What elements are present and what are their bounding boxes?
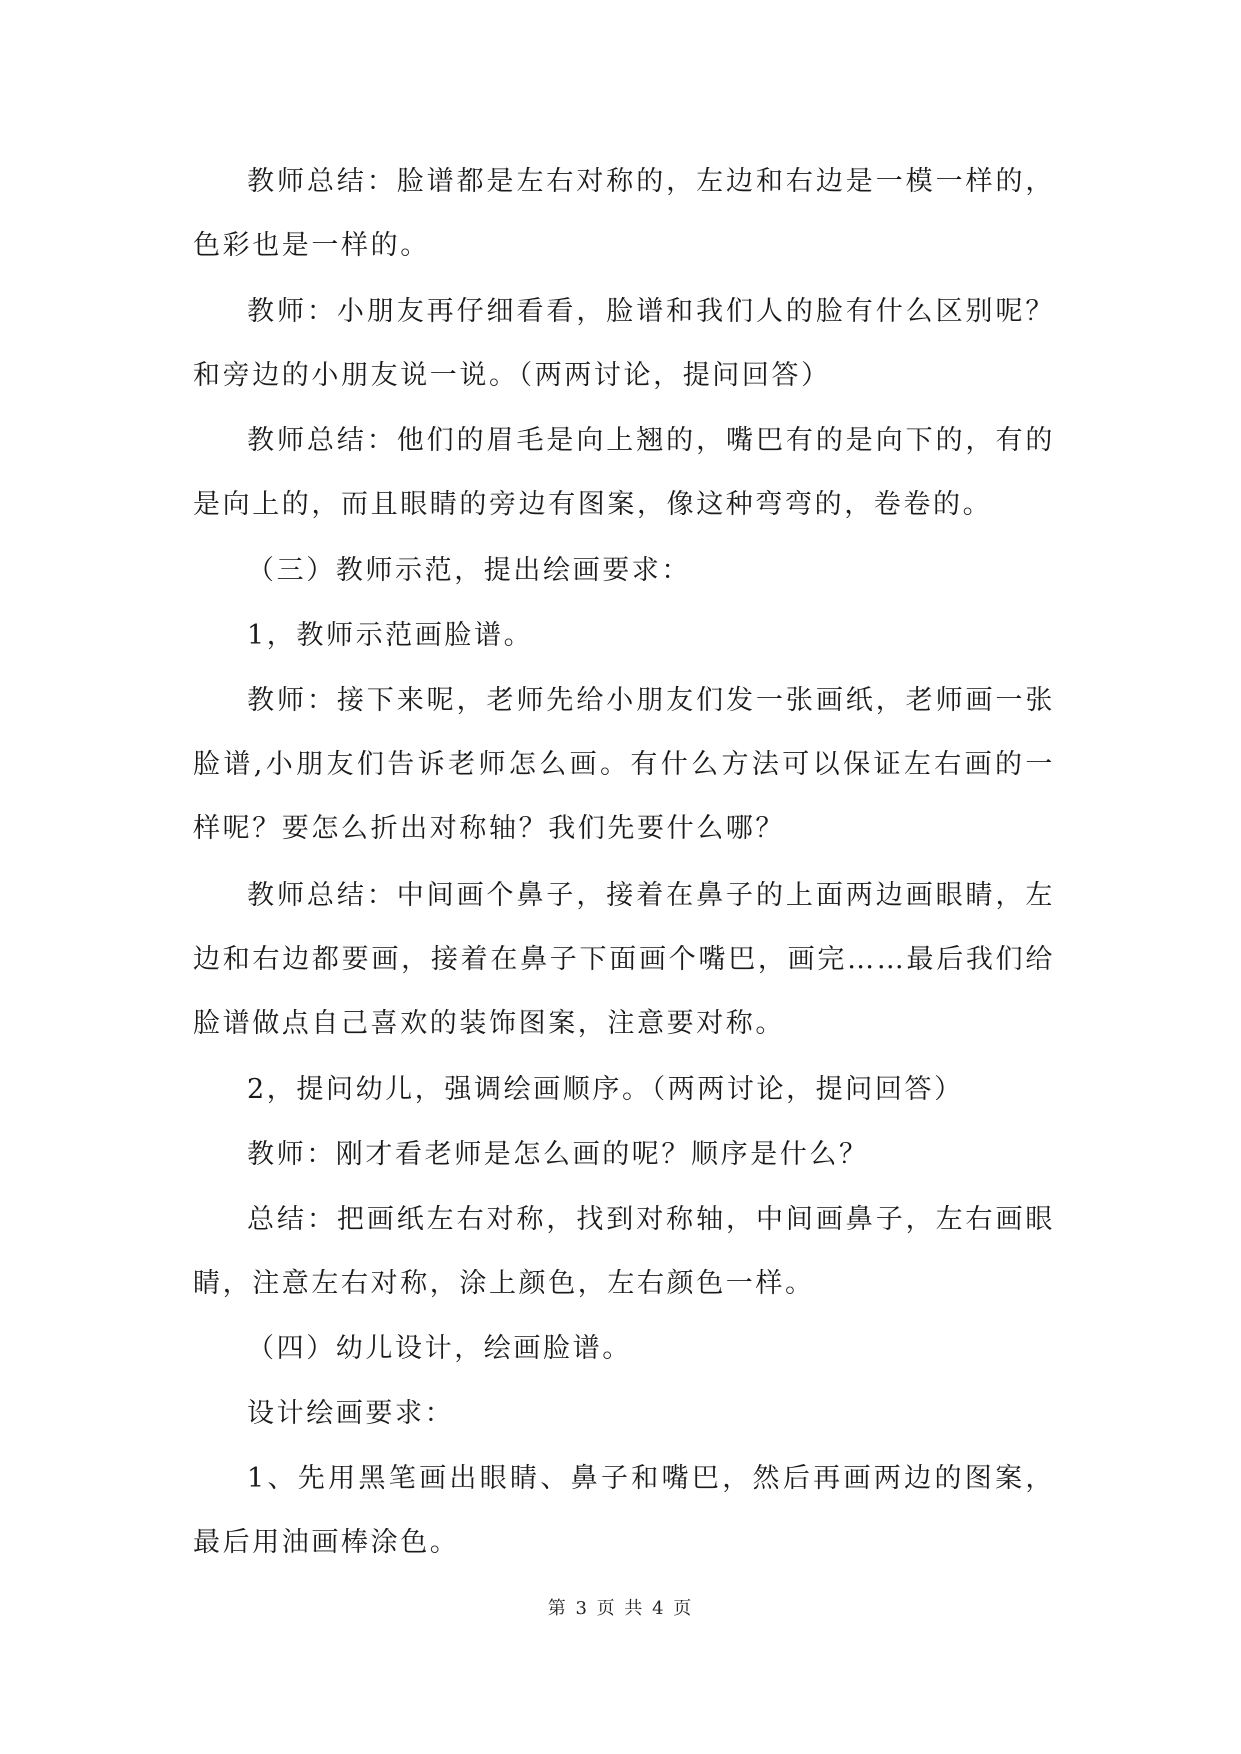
paragraph: 总结：把画纸左右对称，找到对称轴，中间画鼻子，左右画眼睛，注意左右对称，涂上颜色，左右颜色一样。: [193, 1204, 1055, 1299]
paragraph: 教师：接下来呢，老师先给小朋友们发一张画纸，老师画一张脸谱,小朋友们告诉老师怎么画。有什么方法可以保证左右画的一样呢？要怎么折出对称轴？我们先要什么哪？: [193, 685, 1055, 844]
paragraph: 2，提问幼儿，强调绘画顺序。（两两讨论，提问回答）: [247, 1074, 964, 1105]
paragraph: 教师：小朋友再仔细看看，脸谱和我们人的脸有什么区别呢？和旁边的小朋友说一说。（两两讨论，提问回答）: [193, 296, 1055, 391]
section-heading: （四）幼儿设计，绘画脸谱。: [247, 1333, 632, 1364]
paragraph: 设计绘画要求：: [247, 1398, 455, 1429]
paragraph: 教师总结：中间画个鼻子，接着在鼻子的上面两边画眼睛，左边和右边都要画，接着在鼻子下面画个嘴巴，画完……最后我们给脸谱做点自己喜欢的装饰图案，注意要对称。: [193, 880, 1055, 1039]
paragraph: 教师总结：脸谱都是左右对称的，左边和右边是一模一样的，色彩也是一样的。: [193, 166, 1055, 261]
section-heading: （三）教师示范，提出绘画要求：: [247, 555, 691, 586]
paragraph: 教师总结：他们的眉毛是向上翘的，嘴巴有的是向下的，有的是向上的，而且眼睛的旁边有图案，像这种弯弯的，卷卷的。: [193, 425, 1055, 520]
paragraph: 1，教师示范画脸谱。: [247, 620, 534, 651]
paragraph: 1、先用黑笔画出眼睛、鼻子和嘴巴，然后再画两边的图案，最后用油画棒涂色。: [193, 1463, 1055, 1558]
paragraph: 教师：刚才看老师是怎么画的呢？顺序是什么？: [247, 1139, 869, 1170]
page-footer: 第 3 页 共 4 页: [547, 1598, 694, 1619]
